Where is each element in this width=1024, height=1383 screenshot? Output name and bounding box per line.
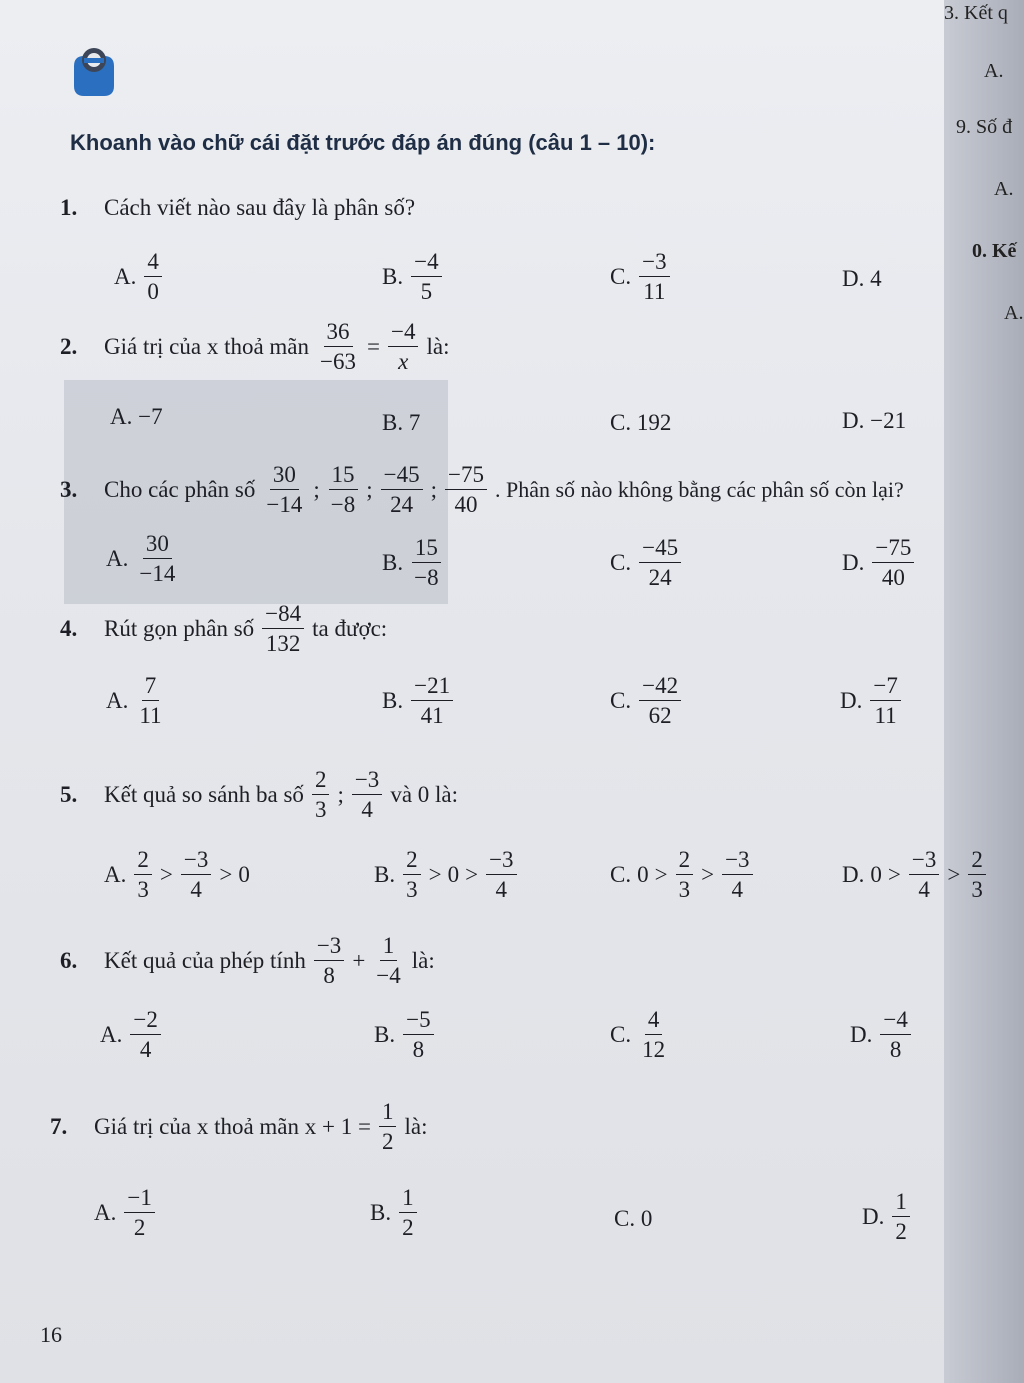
- question-number: 7.: [50, 1113, 68, 1139]
- q4-option-a[interactable]: [106, 674, 167, 727]
- separator: ;: [366, 476, 373, 502]
- q1-option-b[interactable]: [382, 250, 444, 303]
- separator: ;: [430, 476, 438, 502]
- option-letter: C.: [610, 861, 632, 887]
- fraction: $\frac{36}{-63}$: [320, 319, 356, 374]
- fraction: $\frac{-5}{8}$: [403, 1008, 433, 1061]
- fraction: $\frac{2}{3}$: [403, 848, 421, 901]
- plus-sign: +: [352, 947, 366, 973]
- option-letter: A.: [106, 687, 129, 713]
- q6-option-c[interactable]: [610, 1008, 670, 1061]
- question-text: và 0 là:: [390, 781, 459, 807]
- question-7: [50, 1100, 427, 1153]
- fraction: $\frac{30}{-14}$: [139, 531, 176, 586]
- question-3: [60, 463, 904, 516]
- fraction: $\frac{-75}{40}$: [872, 536, 914, 589]
- right-fragment: A.: [994, 178, 1014, 200]
- q3-option-c[interactable]: [610, 536, 683, 589]
- q3-option-a[interactable]: [106, 532, 180, 585]
- option-letter: A.: [114, 263, 137, 289]
- question-text: Giá trị của x thoả mãn: [104, 333, 310, 359]
- question-text: Giá trị của x thoả mãn x + 1 =: [94, 1113, 371, 1139]
- fraction: $\frac{2}{3}$: [312, 768, 330, 821]
- fraction: $\frac{-3}{4}$: [352, 768, 382, 821]
- right-fragment: 0. Kế: [972, 240, 1017, 262]
- option-letter: A.: [94, 1199, 117, 1225]
- right-fragment: A.: [1004, 302, 1024, 324]
- question-6: [60, 934, 435, 987]
- question-text: Kết quả của phép tính: [104, 947, 306, 973]
- q6-option-d[interactable]: [850, 1008, 913, 1061]
- question-number: 1.: [60, 195, 78, 220]
- question-text: Cho các phân số: [104, 476, 256, 502]
- instruction: Khoanh vào chữ cái đặt trước đáp án đúng (câu 1 – 10):: [70, 130, 656, 155]
- q4-option-b[interactable]: [382, 674, 455, 727]
- question-text: là:: [411, 947, 435, 973]
- fraction: $\frac{7}{11}$: [139, 673, 162, 728]
- fraction: $\frac{-3}{4}$: [486, 848, 516, 901]
- q7-option-d[interactable]: [862, 1190, 912, 1243]
- q5-option-a[interactable]: A. $\frac{2}{3}$ > $\frac{-3}{4}$ > 0: [104, 847, 250, 902]
- q4-option-c[interactable]: [610, 674, 683, 727]
- question-5: [60, 768, 458, 821]
- question-text: ta được:: [312, 615, 388, 641]
- fraction: $\frac{-3}{4}$: [722, 848, 752, 901]
- q5-option-b[interactable]: B. $\frac{2}{3}$ > 0 > $\frac{-3}{4}$: [374, 848, 519, 901]
- separator: ;: [337, 781, 344, 807]
- fraction: $\frac{-3}{11}$: [639, 250, 669, 303]
- question-text: Cách viết nào sau đây là phân số?: [104, 195, 416, 220]
- question-text: Rút gọn phân số: [104, 615, 255, 641]
- fraction: $\frac{-1}{2}$: [124, 1186, 154, 1239]
- fraction: $\frac{-4}{8}$: [880, 1008, 910, 1061]
- option-letter: C.: [610, 687, 632, 713]
- fraction: $\frac{-7}{11}$: [870, 674, 900, 727]
- q1-option-a[interactable]: [114, 250, 164, 303]
- q5-option-c[interactable]: C. 0 > $\frac{2}{3}$ > $\frac{-3}{4}$: [610, 848, 755, 901]
- q1-option-c[interactable]: [610, 250, 672, 303]
- q5-option-d[interactable]: D. 0 > $\frac{-3}{4}$ > $\frac{2}{3}$: [842, 848, 988, 901]
- option-letter: B.: [374, 1021, 396, 1047]
- q7-option-c[interactable]: C. 0: [614, 1206, 653, 1231]
- separator: ;: [313, 476, 320, 502]
- question-text: Kết quả so sánh ba số: [104, 781, 304, 807]
- question-text: là:: [404, 1113, 428, 1139]
- fraction: $\frac{-45}{24}$: [381, 463, 423, 516]
- gear-icon: [70, 42, 118, 98]
- option-letter: C.: [610, 1021, 632, 1047]
- option-letter: B.: [370, 1199, 392, 1225]
- option-letter: D.: [842, 549, 865, 575]
- fraction: $\frac{-3}{8}$: [314, 934, 344, 987]
- q6-option-a[interactable]: [100, 1008, 163, 1061]
- question-number: 6.: [60, 947, 78, 973]
- fraction: $\frac{2}{3}$: [676, 848, 694, 901]
- question-1: [60, 195, 415, 221]
- option-letter: D.: [862, 1203, 885, 1229]
- question-number: 2.: [60, 333, 78, 359]
- option-letter: B.: [374, 861, 396, 887]
- question-number: 4.: [60, 615, 78, 641]
- fraction: $\frac{-4}{x}$: [388, 320, 418, 373]
- fraction: $\frac{15}{-8}$: [411, 536, 441, 589]
- q7-option-b[interactable]: [370, 1186, 419, 1239]
- option-letter: D.: [842, 861, 865, 887]
- right-fragment: A.: [984, 60, 1004, 82]
- fraction: $\frac{-45}{24}$: [639, 536, 681, 589]
- question-text: . Phân số nào không bằng các phân số còn lại?: [495, 476, 904, 502]
- fraction: $\frac{30}{-14}$: [266, 462, 303, 517]
- q2-option-a[interactable]: A. −7: [110, 404, 163, 429]
- q4-option-d[interactable]: [840, 674, 903, 727]
- question-text: là:: [426, 333, 450, 359]
- fraction: $\frac{-3}{4}$: [909, 848, 939, 901]
- question-number: 3.: [60, 476, 78, 502]
- option-letter: A.: [106, 545, 129, 571]
- option-letter: B.: [382, 263, 404, 289]
- option-letter: A.: [100, 1021, 123, 1047]
- q2-option-d[interactable]: D. −21: [842, 408, 907, 433]
- fraction: $\frac{1}{2}$: [379, 1100, 397, 1153]
- question-number: 5.: [60, 781, 78, 807]
- right-fragment: 9. Số đ: [956, 116, 1013, 138]
- fraction: $\frac{-2}{4}$: [130, 1008, 160, 1061]
- option-letter: C.: [610, 549, 632, 575]
- fraction: $\frac{-75}{40}$: [445, 463, 487, 516]
- q3-option-d[interactable]: [842, 536, 916, 589]
- equals-sign: =: [367, 333, 380, 359]
- fraction: $\frac{1}{2}$: [892, 1190, 910, 1243]
- option-letter: D.: [840, 687, 863, 713]
- option-letter: D.: [850, 1021, 873, 1047]
- option-letter: B.: [382, 549, 404, 575]
- q6-option-b[interactable]: [374, 1008, 436, 1061]
- fraction: $\frac{-21}{41}$: [411, 674, 453, 727]
- fraction: $\frac{15}{-8}$: [328, 463, 358, 516]
- q2-option-c[interactable]: C. 192: [610, 410, 672, 435]
- fraction: $\frac{4}{12}$: [642, 1007, 666, 1062]
- q1-option-d[interactable]: D. 4: [842, 266, 882, 291]
- question-4: [60, 602, 387, 655]
- fraction: $\frac{-84}{132}$: [262, 602, 304, 655]
- q3-option-b[interactable]: [382, 536, 444, 589]
- option-letter: B.: [382, 687, 404, 713]
- fraction: $\frac{4}{0}$: [144, 250, 162, 303]
- fraction: $\frac{2}{3}$: [968, 848, 986, 901]
- next-page-edge: [944, 0, 1024, 1383]
- option-letter: A.: [104, 861, 127, 887]
- fraction: $\frac{-3}{4}$: [181, 848, 211, 901]
- fraction: $\frac{-42}{62}$: [639, 674, 681, 727]
- fraction: $\frac{-4}{5}$: [411, 250, 441, 303]
- right-fragment: 3. Kết q: [944, 2, 1008, 24]
- fraction: $\frac{1}{2}$: [399, 1186, 417, 1239]
- fraction: $\frac{2}{3}$: [134, 848, 152, 901]
- question-2: [60, 320, 449, 373]
- option-letter: C.: [610, 263, 632, 289]
- page-number: 16: [40, 1322, 62, 1347]
- fraction: $\frac{1}{-4}$: [376, 933, 401, 988]
- q7-option-a[interactable]: [94, 1186, 157, 1239]
- q2-option-b[interactable]: B. 7: [382, 410, 421, 435]
